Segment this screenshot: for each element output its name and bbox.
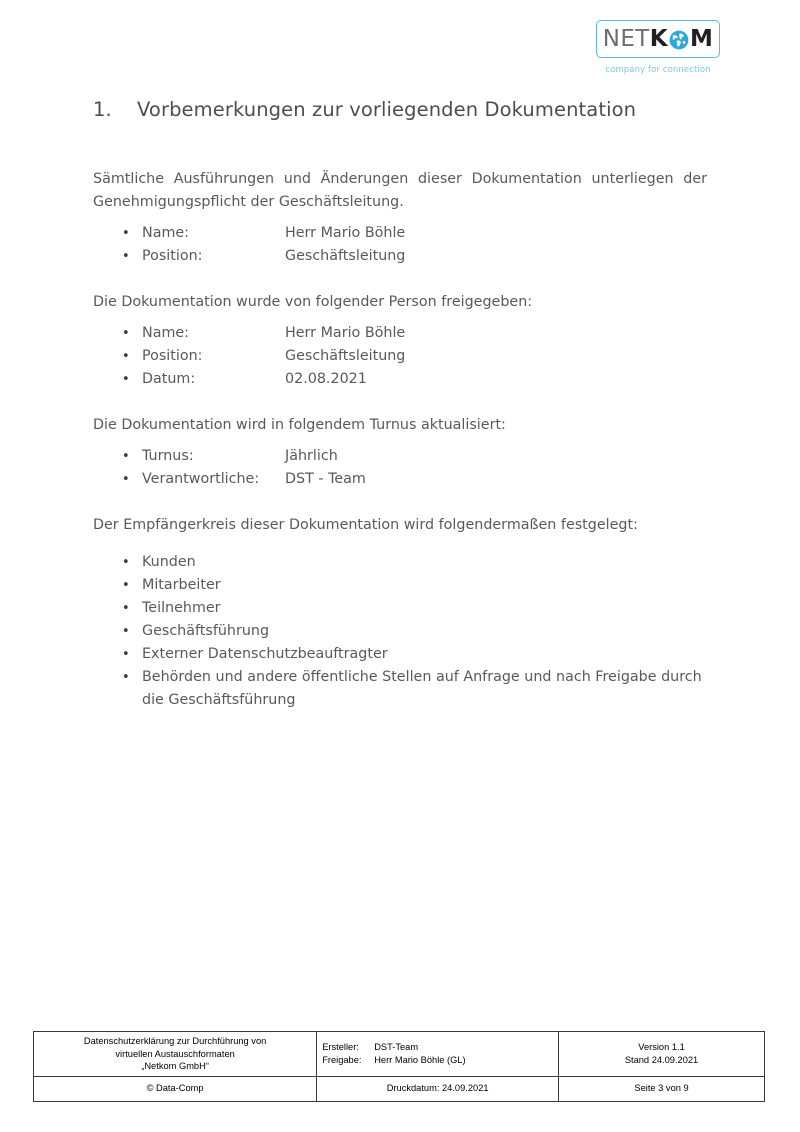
footer-creator-row xyxy=(322,1041,553,1054)
footer-version-cell xyxy=(559,1032,765,1077)
list-item-value: DST - Team xyxy=(285,471,366,487)
company-logo xyxy=(596,20,720,75)
footer-copyright-cell: © Data-Comp xyxy=(34,1076,317,1101)
list-item: • Teilnehmer xyxy=(93,597,707,620)
list-item xyxy=(93,245,707,268)
list-item-value: Herr Mario Böhle xyxy=(285,225,406,241)
list-item-value: Geschäftsleitung xyxy=(285,248,406,264)
logo-box xyxy=(596,20,720,58)
release-list xyxy=(93,322,707,391)
footer-stand: Stand 24.09.2021 xyxy=(624,1054,699,1065)
list-item xyxy=(93,445,707,468)
page-title xyxy=(93,98,733,121)
globe-icon xyxy=(669,30,689,50)
turnus-heading: Die Dokumentation wird in folgendem Turnus aktualisiert: xyxy=(93,417,506,433)
list-item xyxy=(93,222,707,245)
release-heading: Die Dokumentation wurde von folgender Person freigegeben: xyxy=(93,294,533,310)
list-item xyxy=(93,368,707,391)
list-item-key: Turnus: xyxy=(142,448,194,464)
list-item-value: Geschäftsleitung xyxy=(285,348,406,364)
logo-text-k: K xyxy=(649,26,668,52)
list-item xyxy=(93,345,707,368)
footer-creator-value: DST-Team xyxy=(374,1042,419,1053)
table-row xyxy=(34,1032,765,1077)
footer-approver-label: Freigabe: xyxy=(322,1054,362,1065)
footer-doc-title-line1: Datenschutzerklärung zur Durchführung von xyxy=(83,1036,267,1046)
footer-responsible-cell xyxy=(317,1032,559,1077)
list-item-key: Verantwortliche: xyxy=(142,471,260,487)
logo-wordmark xyxy=(603,28,714,51)
turnus-list xyxy=(93,445,707,491)
footer-doc-title-cell xyxy=(34,1032,317,1077)
list-item-key: Position: xyxy=(142,248,203,264)
footer-version: Version 1.1 xyxy=(638,1042,685,1053)
approval-list xyxy=(93,222,707,268)
document-content xyxy=(93,168,707,712)
list-item-key: Name: xyxy=(142,225,189,241)
list-item-key: Name: xyxy=(142,325,189,341)
logo-tagline: company for connection xyxy=(605,65,711,75)
list-item: • Kunden xyxy=(93,551,707,574)
list-item: • Behörden und andere öffentliche Stellen auf Anfrage und nach Freigabe durch die Geschäftsführung xyxy=(93,666,707,712)
footer-approver-row xyxy=(322,1054,553,1067)
document-footer-table xyxy=(33,1031,765,1102)
heading-text: Vorbemerkungen zur vorliegenden Dokumentation xyxy=(137,98,637,121)
list-item: • Geschäftsführung xyxy=(93,620,707,643)
list-item-key: Datum: xyxy=(142,371,196,387)
list-item-value: 02.08.2021 xyxy=(285,371,367,387)
footer-doc-title-line2: virtuellen Austauschformaten xyxy=(115,1048,235,1059)
list-item xyxy=(93,468,707,491)
logo-text-net: NET xyxy=(602,26,650,52)
recipients-list xyxy=(93,551,707,712)
list-item: • Mitarbeiter xyxy=(93,574,707,597)
logo-text-m: M xyxy=(689,26,714,52)
list-item: • Externer Datenschutzbeauftragter xyxy=(93,643,707,666)
footer-print-date-cell: Druckdatum: 24.09.2021 xyxy=(317,1076,559,1101)
table-row xyxy=(34,1076,765,1101)
list-item xyxy=(93,322,707,345)
recipients-heading: Der Empfängerkreis dieser Dokumentation wird folgendermaßen festgelegt: xyxy=(93,517,638,533)
footer-creator-label: Ersteller: xyxy=(322,1042,359,1053)
list-item-value: Herr Mario Böhle xyxy=(285,325,406,341)
list-item-value: Jährlich xyxy=(285,448,338,464)
footer-doc-title-line3: „Netkom GmbH“ xyxy=(141,1061,209,1071)
intro-paragraph: Sämtliche Ausführungen und Änderungen dieser Dokumentation unterliegen der Genehmigungspflicht der Geschäftsleitung. xyxy=(93,171,707,210)
heading-number: 1. xyxy=(93,98,112,121)
list-item-key: Position: xyxy=(142,348,203,364)
footer-approver-value: Herr Mario Böhle (GL) xyxy=(374,1054,466,1065)
footer-page-number-cell: Seite 3 von 9 xyxy=(559,1076,765,1101)
